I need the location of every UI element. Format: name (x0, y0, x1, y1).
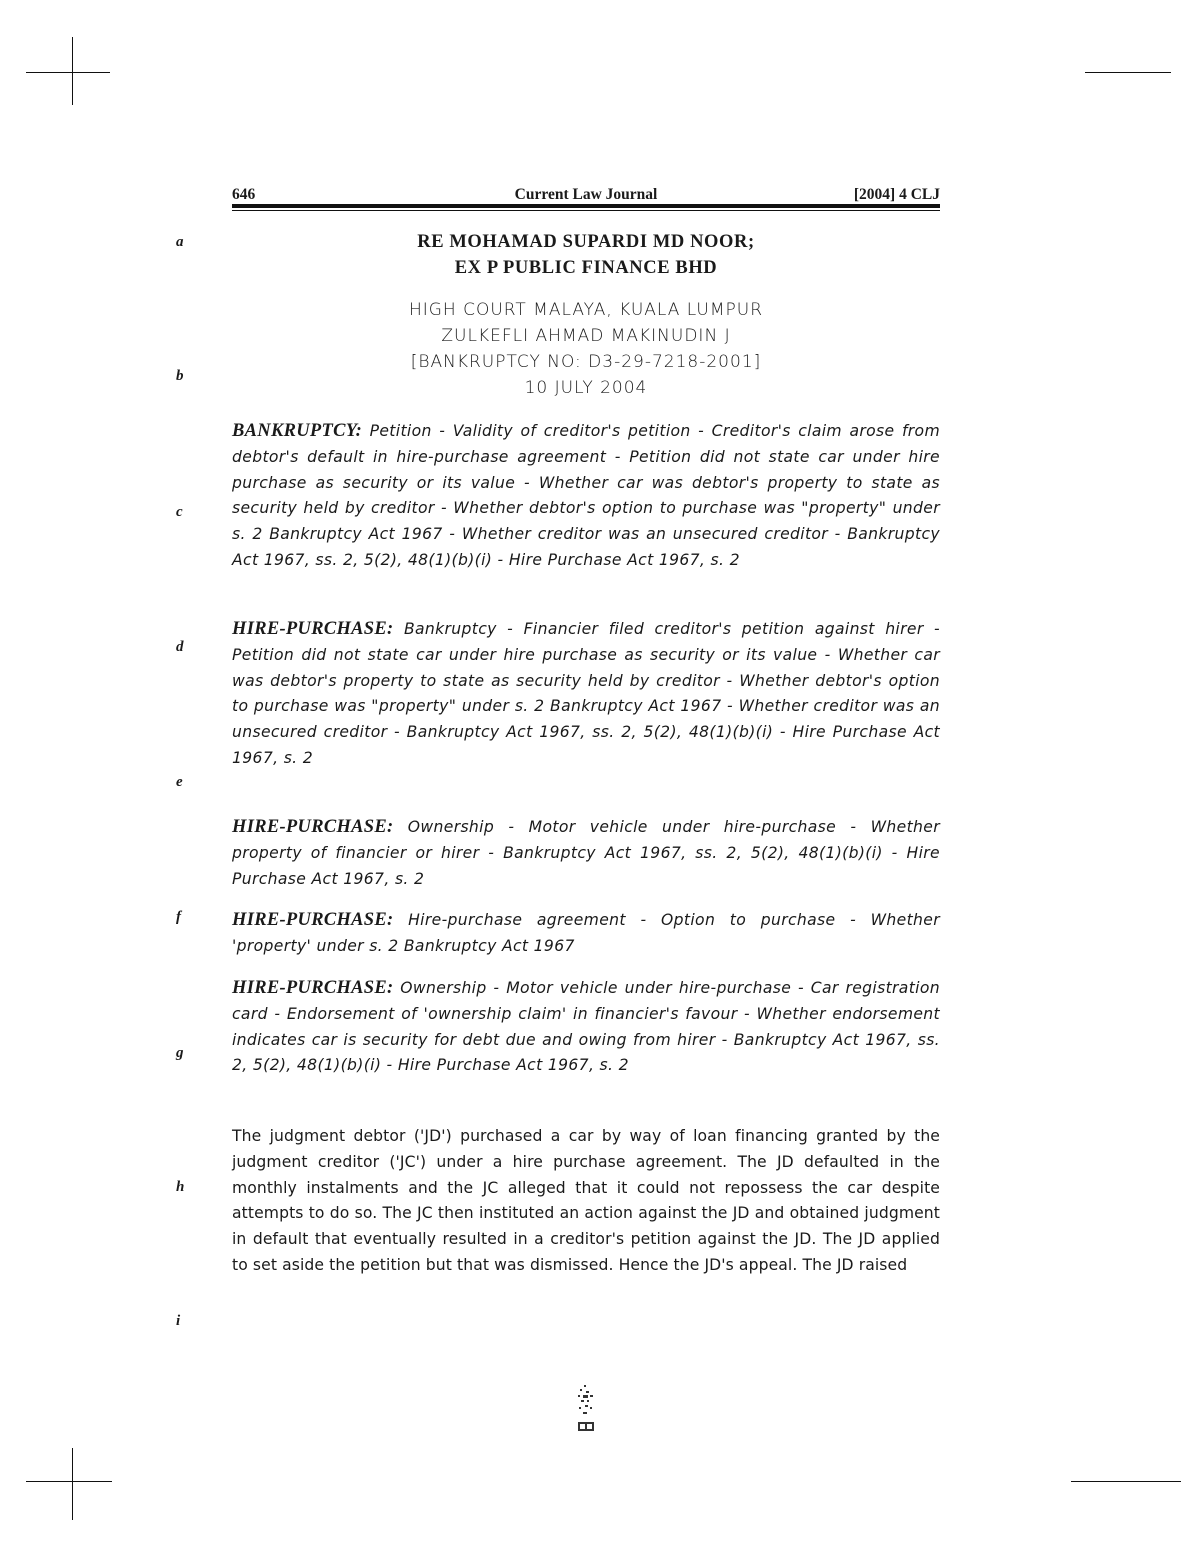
crop-mark-top-left-vertical (72, 37, 73, 105)
catchword-heading: HIRE-PURCHASE: (232, 910, 394, 930)
crop-mark-bottom-left-horizontal (26, 1481, 112, 1482)
printer-registration-mark (574, 1383, 598, 1433)
catchword-heading: BANKRUPTCY: (232, 421, 363, 441)
volume-citation: [2004] 4 CLJ (853, 186, 940, 203)
margin-letter-h: h (176, 1179, 185, 1195)
page-number: 646 (232, 186, 256, 203)
catchword-text: Bankruptcy - Financier filed creditor's petition against hirer - Petition did not state car under hire purchase as security or its value - Whether car was debtor's property to state as security held by creditor - Whether debtor's option to purchase was "property" under s. 2 Bankruptcy Act 1967 - Whether creditor was an unsecured creditor - Bankruptcy Act 1967, ss. 2, 5(2), 48(1)(b)(i) - Hire Purchase Act 1967, s. 2 (232, 620, 940, 767)
catchword-heading: HIRE-PURCHASE: (232, 817, 394, 837)
catchword-text: Petition - Validity of creditor's petition - Creditor's claim arose from debtor's default in hire-purchase agreement - Petition did not state car under hire purchase as security or its value - Whether car was debtor's property to state as security held by creditor - Whether debtor's option to purchase was "property" under s. 2 Bankruptcy Act 1967 - Whether creditor was an unsecured creditor - Bankruptcy Act 1967, ss. 2, 5(2), 48(1)(b)(i) - Hire Purchase Act 1967, s. 2 (232, 422, 940, 569)
headnote-body-text: The judgment debtor ('JD') purchased a car by way of loan financing granted by the judgment creditor ('JC') under a hire purchase agreement. The JD defaulted in the monthly instalments and the JC alleged that it could not repossess the car despite attempts to do so. The JC then instituted an action against the JD and obtained judgment in default that eventually resulted in a creditor's petition against the JD. The JD applied to set aside the petition but that was dismissed. Hence the JD's appeal. The JD raised (232, 1127, 940, 1274)
catchword-heading: HIRE-PURCHASE: (232, 978, 394, 998)
journal-name: Current Law Journal (514, 186, 658, 203)
judgment-date: 10 JULY 2004 (524, 378, 648, 398)
catchword-text: Hire-purchase agreement - Option to purchase - Whether 'property' under s. 2 Bankruptcy Act 1967 (232, 911, 940, 955)
case-title-line-2: EX P PUBLIC FINANCE BHD (454, 258, 718, 278)
case-title-line-1: RE MOHAMAD SUPARDI MD NOOR; (417, 232, 755, 252)
header-rule-thick (232, 204, 940, 208)
margin-letter-d: d (176, 639, 184, 655)
crop-mark-top-right-horizontal (1085, 72, 1171, 73)
catchword-text: Ownership - Motor vehicle under hire-purchase - Car registration card - Endorsement of 'ownership claim' in financier's favour - Whether endorsement indicates car is security for debt due and owing from hirer - Bankruptcy Act 1967, ss. 2, 5(2), 48(1)(b)(i) - Hire Purchase Act 1967, s. 2 (232, 979, 940, 1075)
margin-letter-e: e (176, 774, 183, 790)
crop-mark-bottom-left-vertical (72, 1448, 73, 1520)
catchword-paragraph (232, 976, 940, 1079)
margin-letter-g: g (176, 1045, 184, 1061)
crop-mark-bottom-right-horizontal (1071, 1481, 1181, 1482)
catchword-paragraph (232, 419, 940, 574)
margin-letter-c: c (176, 504, 183, 520)
catchword-paragraph (232, 617, 940, 772)
catchword-paragraph (232, 815, 940, 892)
margin-letter-a: a (176, 234, 184, 250)
judge-name: ZULKEFLI AHMAD MAKINUDIN J (441, 326, 731, 346)
margin-letter-i: i (176, 1313, 181, 1329)
header-rule-thin (232, 210, 940, 211)
case-number: [BANKRUPTCY NO: D3-29-7218-2001] (410, 352, 762, 372)
catchword-paragraph (232, 908, 940, 960)
court-name: HIGH COURT MALAYA, KUALA LUMPUR (408, 300, 764, 320)
running-header (232, 186, 940, 206)
catchword-text: Ownership - Motor vehicle under hire-purchase - Whether property of financier or hirer - Bankruptcy Act 1967, ss. 2, 5(2), 48(1)(b)(i) - Hire Purchase Act 1967, s. 2 (232, 818, 940, 888)
margin-letter-b: b (176, 368, 184, 384)
crop-mark-top-left-horizontal (26, 72, 110, 73)
catchword-heading: HIRE-PURCHASE: (232, 619, 394, 639)
margin-letter-f: f (176, 909, 181, 925)
